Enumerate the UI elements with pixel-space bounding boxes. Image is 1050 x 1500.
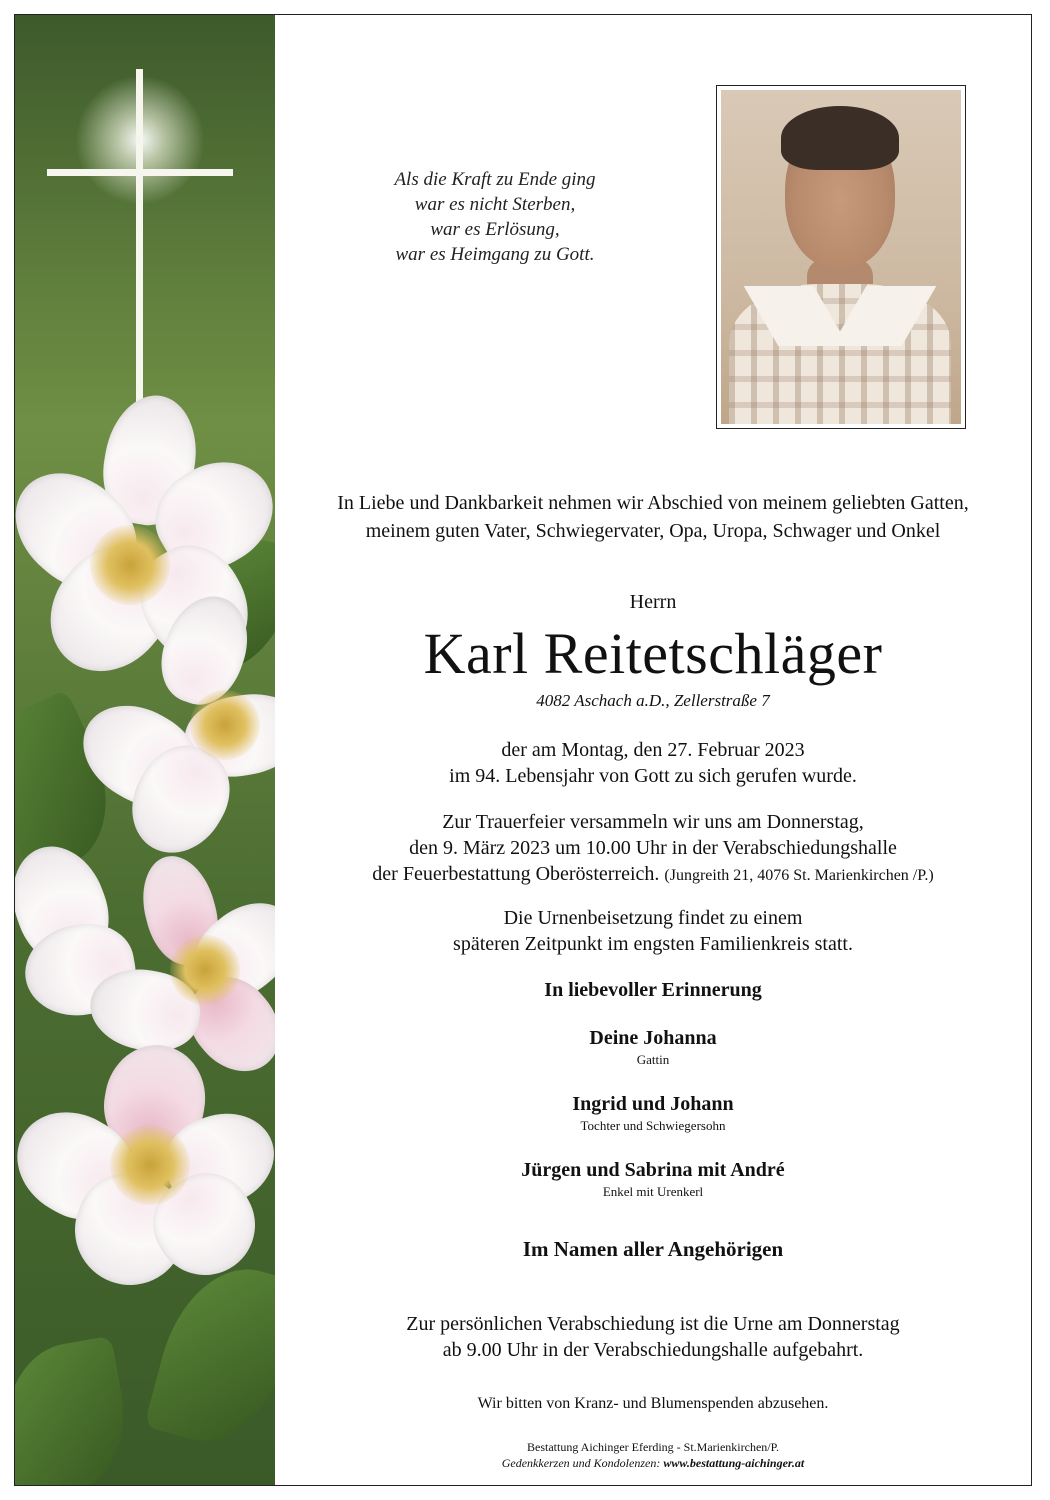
mourner-name: Jürgen und Sabrina mit André: [521, 1159, 785, 1181]
obituary-card: [14, 14, 1032, 1486]
mourner-entry: [275, 1093, 1031, 1134]
deceased-name: Karl Reitetschläger: [423, 621, 883, 686]
ceremony-location: (Jungreith 21, 4076 St. Marienkirchen /P.): [664, 867, 934, 884]
memory-heading: In liebevoller Erinnerung: [544, 979, 762, 1001]
portrait-photo: [716, 85, 966, 429]
ceremony-details: Zur Trauerfeier versammeln wir uns am Donnerstag, den 9. März 2023 um 10.00 Uhr in der Verabschiedungshalle der Feuerbestattung Oberösterreich. (Jungreith 21, 4076 St. Marienkirchen /P.): [372, 811, 934, 885]
mourner-relation: Enkel mit Urenkerl: [602, 1184, 704, 1199]
poem: [355, 167, 635, 267]
website-link[interactable]: www.bestattung-aichinger.at: [663, 1456, 805, 1470]
poem-line: war es nicht Sterben,: [414, 194, 576, 215]
deceased-address: 4082 Aschach a.D., Zellerstraße 7: [536, 691, 770, 710]
intro-text: In Liebe und Dankbarkeit nehmen wir Abschied von meinem geliebten Gatten, meinem guten Vater, Schwiegervater, Opa, Uropa, Schwager und Onkel: [337, 492, 969, 542]
viewing-notice: Zur persönlichen Verabschiedung ist die Urne am Donnerstag ab 9.00 Uhr in der Verabschiedungshalle aufgebahrt.: [406, 1313, 900, 1361]
mourner-entry: [275, 1027, 1031, 1068]
poem-line: Als die Kraft zu Ende ging: [394, 169, 596, 190]
behalf-of-relatives: Im Namen aller Angehörigen: [522, 1237, 784, 1261]
leaf-icon: [15, 1336, 137, 1485]
mourner-name: Ingrid und Johann: [572, 1093, 734, 1115]
funeral-home: Bestattung Aichinger Eferding - St.Marienkirchen/P.: [527, 1440, 779, 1454]
mourner-relation: Gattin: [636, 1052, 670, 1067]
flower-icon: [95, 595, 275, 855]
wreath-request: Wir bitten von Kranz- und Blumenspenden abzusehen.: [477, 1395, 829, 1412]
poem-line: war es Heimgang zu Gott.: [395, 244, 595, 265]
urn-burial-notice: Die Urnenbeisetzung findet zu einem späteren Zeitpunkt im engsten Familienkreis statt.: [453, 907, 853, 955]
mourner-name: Deine Johanna: [589, 1027, 717, 1049]
death-notice: der am Montag, den 27. Februar 2023 im 94. Lebensjahr von Gott zu sich gerufen wurde.: [449, 739, 857, 787]
mourner-relation: Tochter und Schwiegersohn: [580, 1118, 726, 1133]
cross-icon-bar: [47, 169, 233, 176]
mourner-entry: [275, 1159, 1031, 1200]
flower-icon: [25, 1045, 275, 1285]
decorative-flower-panel: [15, 15, 275, 1485]
poem-line: war es Erlösung,: [430, 219, 560, 240]
footer: Bestattung Aichinger Eferding - St.Marienkirchen/P. Gedenkkerzen und Kondolenzen: www.bestattung-aichinger.at: [275, 1439, 1031, 1471]
obituary-content: [275, 15, 1031, 1485]
salutation: Herrn: [629, 591, 677, 613]
